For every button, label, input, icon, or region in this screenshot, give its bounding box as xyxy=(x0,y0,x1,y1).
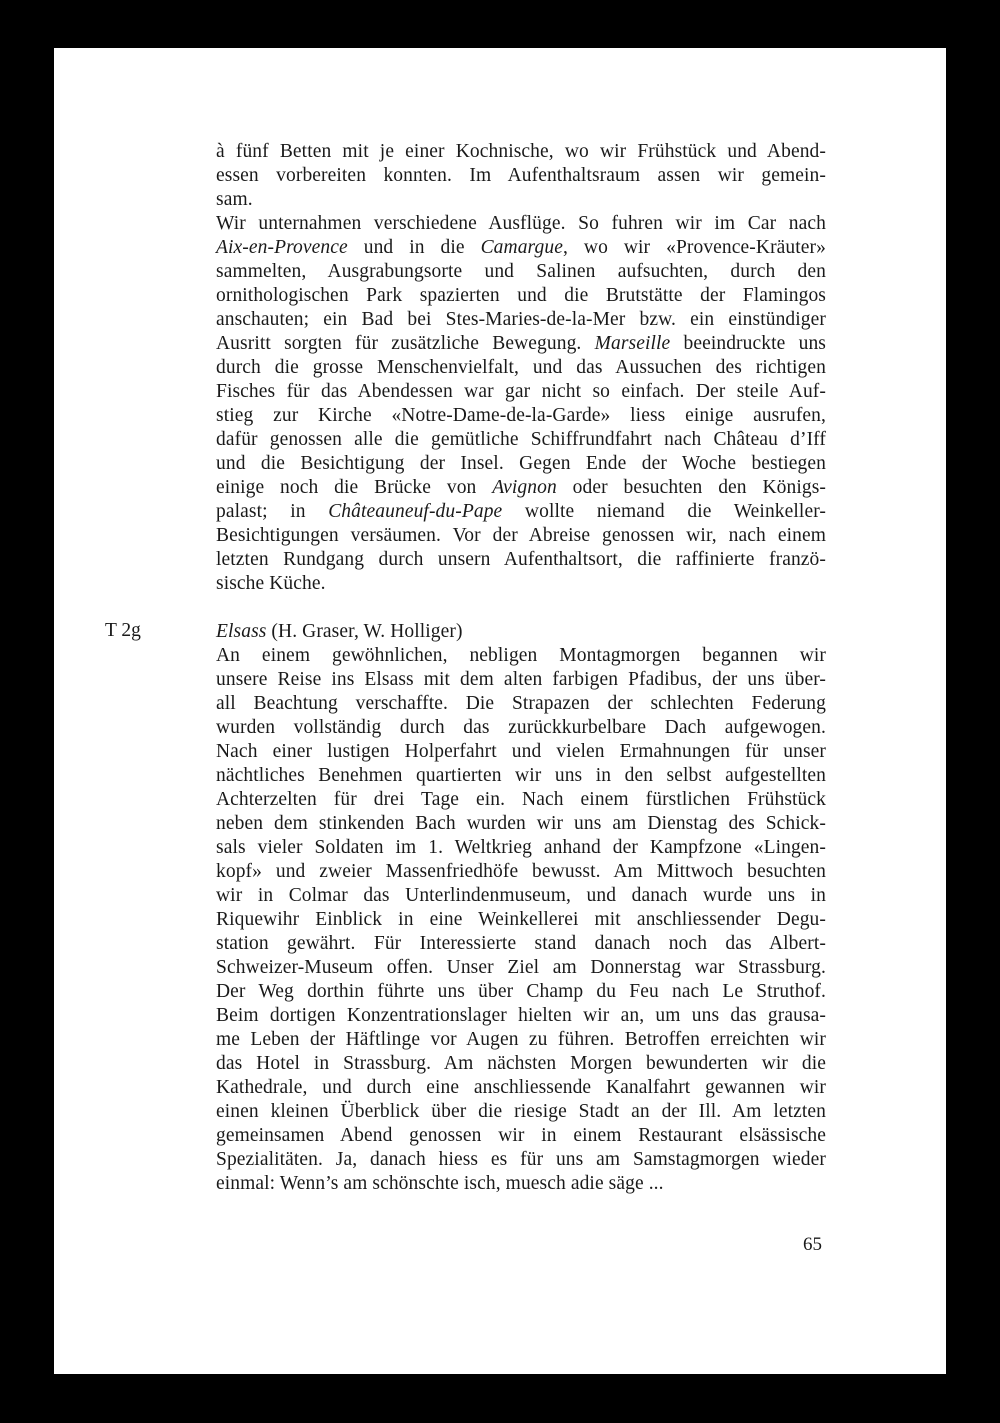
text-line: sals vieler Soldaten im 1. Weltkrieg anhand der Kampfzone «Lingen- xyxy=(216,837,826,858)
text-line: neben dem stinkenden Bach wurden wir uns am Dienstag des Schick- xyxy=(216,813,826,834)
text-line: Kathedrale, und durch eine anschliessende Kanalfahrt gewannen wir xyxy=(216,1077,826,1098)
text-line xyxy=(216,332,826,356)
text-line xyxy=(216,500,826,524)
text-line: station gewährt. Für Interessierte stand danach noch das Albert- xyxy=(216,933,826,954)
text-line: stieg zur Kirche «Notre-Dame-de-la-Garde» liess einige ausrufen, xyxy=(216,405,826,426)
text-line: me Leben der Häftlinge vor Augen zu führen. Betroffen erreichten wir xyxy=(216,1029,826,1050)
text-line: gemeinsamen Abend genossen wir in einem Restaurant elsässische xyxy=(216,1125,826,1146)
text-line: das Hotel in Strassburg. Am nächsten Morgen bewunderten wir die xyxy=(216,1053,826,1074)
text-line: Schweizer-Museum offen. Unser Ziel am Donnerstag war Strassburg. xyxy=(216,957,826,978)
text-line: all Beachtung verschaffte. Die Strapazen der schlechten Federung xyxy=(216,693,826,714)
text-line: Beim dortigen Konzentrationslager hielten wir an, um uns das grausa- xyxy=(216,1005,826,1026)
text-span: , wo wir «Provence-Kräuter» xyxy=(562,237,826,258)
text-line: kopf» und zweier Massenfriedhöfe bewusst. Am Mittwoch besuchten xyxy=(216,861,826,882)
text-span: oder besuchten den Königs- xyxy=(556,477,826,498)
text-line xyxy=(216,236,826,260)
text-line: sam. xyxy=(216,189,253,210)
text-line xyxy=(216,476,826,500)
place-name: Marseille xyxy=(594,333,671,354)
text-line: ornithologischen Park spazierten und die Brutstätte der Flamingos xyxy=(216,285,826,306)
text-line: Wir unternahmen verschiedene Ausflüge. So fuhren wir im Car nach xyxy=(216,213,826,234)
section-heading xyxy=(216,620,463,644)
text-span: einige noch die Brücke von xyxy=(216,477,493,498)
text-line: durch die grosse Menschenvielfalt, und das Aussuchen des richtigen xyxy=(216,357,826,378)
text-span: beeindruckte uns xyxy=(670,333,826,354)
text-line: wurden vollständig durch das zurückkurbelbare Dach aufgewogen. xyxy=(216,717,826,738)
text-line: sammelten, Ausgrabungsorte und Salinen aufsuchten, durch den xyxy=(216,261,826,282)
text-line: Der Weg dorthin führte uns über Champ du Feu nach Le Struthof. xyxy=(216,981,826,1002)
place-name: Aix-en-Provence xyxy=(216,237,348,258)
text-line: nächtliches Benehmen quartierten wir uns in den selbst aufgestellten xyxy=(216,765,826,786)
place-name: Avignon xyxy=(492,477,557,498)
text-line: Nach einer lustigen Holperfahrt und vielen Ermahnungen für unser xyxy=(216,741,826,762)
heading-authors: (H. Graser, W. Holliger) xyxy=(266,621,463,642)
text-line: anschauten; ein Bad bei Stes-Maries-de-la-Mer bzw. ein einstündiger xyxy=(216,309,826,330)
text-line: unsere Reise ins Elsass mit dem alten farbigen Pfadibus, der uns über- xyxy=(216,669,826,690)
heading-title: Elsass xyxy=(216,621,267,642)
text-line: und die Besichtigung der Insel. Gegen Ende der Woche bestiegen xyxy=(216,453,826,474)
text-line: Riquewihr Einblick in eine Weinkellerei mit anschliessender Degu- xyxy=(216,909,826,930)
text-line: einen kleinen Überblick über die riesige Stadt an der Ill. Am letzten xyxy=(216,1101,826,1122)
page-number: 65 xyxy=(803,1234,822,1255)
text-line: letzten Rundgang durch unsern Aufenthaltsort, die raffinierte franzö- xyxy=(216,549,826,570)
text-line: Achterzelten für drei Tage ein. Nach einem fürstlichen Frühstück xyxy=(216,789,826,810)
text-line: essen vorbereiten konnten. Im Aufenthaltsraum assen wir gemein- xyxy=(216,165,826,186)
section-marker: T 2g xyxy=(105,620,141,641)
text-span: palast; in xyxy=(216,501,329,522)
text-line: Fisches für das Abendessen war gar nicht so einfach. Der steile Auf- xyxy=(216,381,826,402)
text-line: dafür genossen alle die gemütliche Schiffrundfahrt nach Château d’Iff xyxy=(216,429,826,450)
text-span: Ausritt sorgten für zusätzliche Bewegung. xyxy=(216,333,595,354)
place-name: Châteauneuf-du-Pape xyxy=(328,501,503,522)
document-page xyxy=(54,48,946,1374)
text-line: An einem gewöhnlichen, nebligen Montagmorgen begannen wir xyxy=(216,645,826,666)
text-line: einmal: Wenn’s am schönschte isch, muesch adie säge ... xyxy=(216,1173,664,1194)
text-line: sische Küche. xyxy=(216,573,326,594)
text-line: Spezialitäten. Ja, danach hiess es für uns am Samstagmorgen wieder xyxy=(216,1149,826,1170)
text-span: und in die xyxy=(347,237,481,258)
text-span: wollte niemand die Weinkeller- xyxy=(502,501,826,522)
place-name: Camargue xyxy=(480,237,563,258)
text-line: à fünf Betten mit je einer Kochnische, wo wir Frühstück und Abend- xyxy=(216,141,826,162)
text-line: Besichtigungen versäumen. Vor der Abreise genossen wir, nach einem xyxy=(216,525,826,546)
text-line: wir in Colmar das Unterlindenmuseum, und danach wurde uns in xyxy=(216,885,826,906)
